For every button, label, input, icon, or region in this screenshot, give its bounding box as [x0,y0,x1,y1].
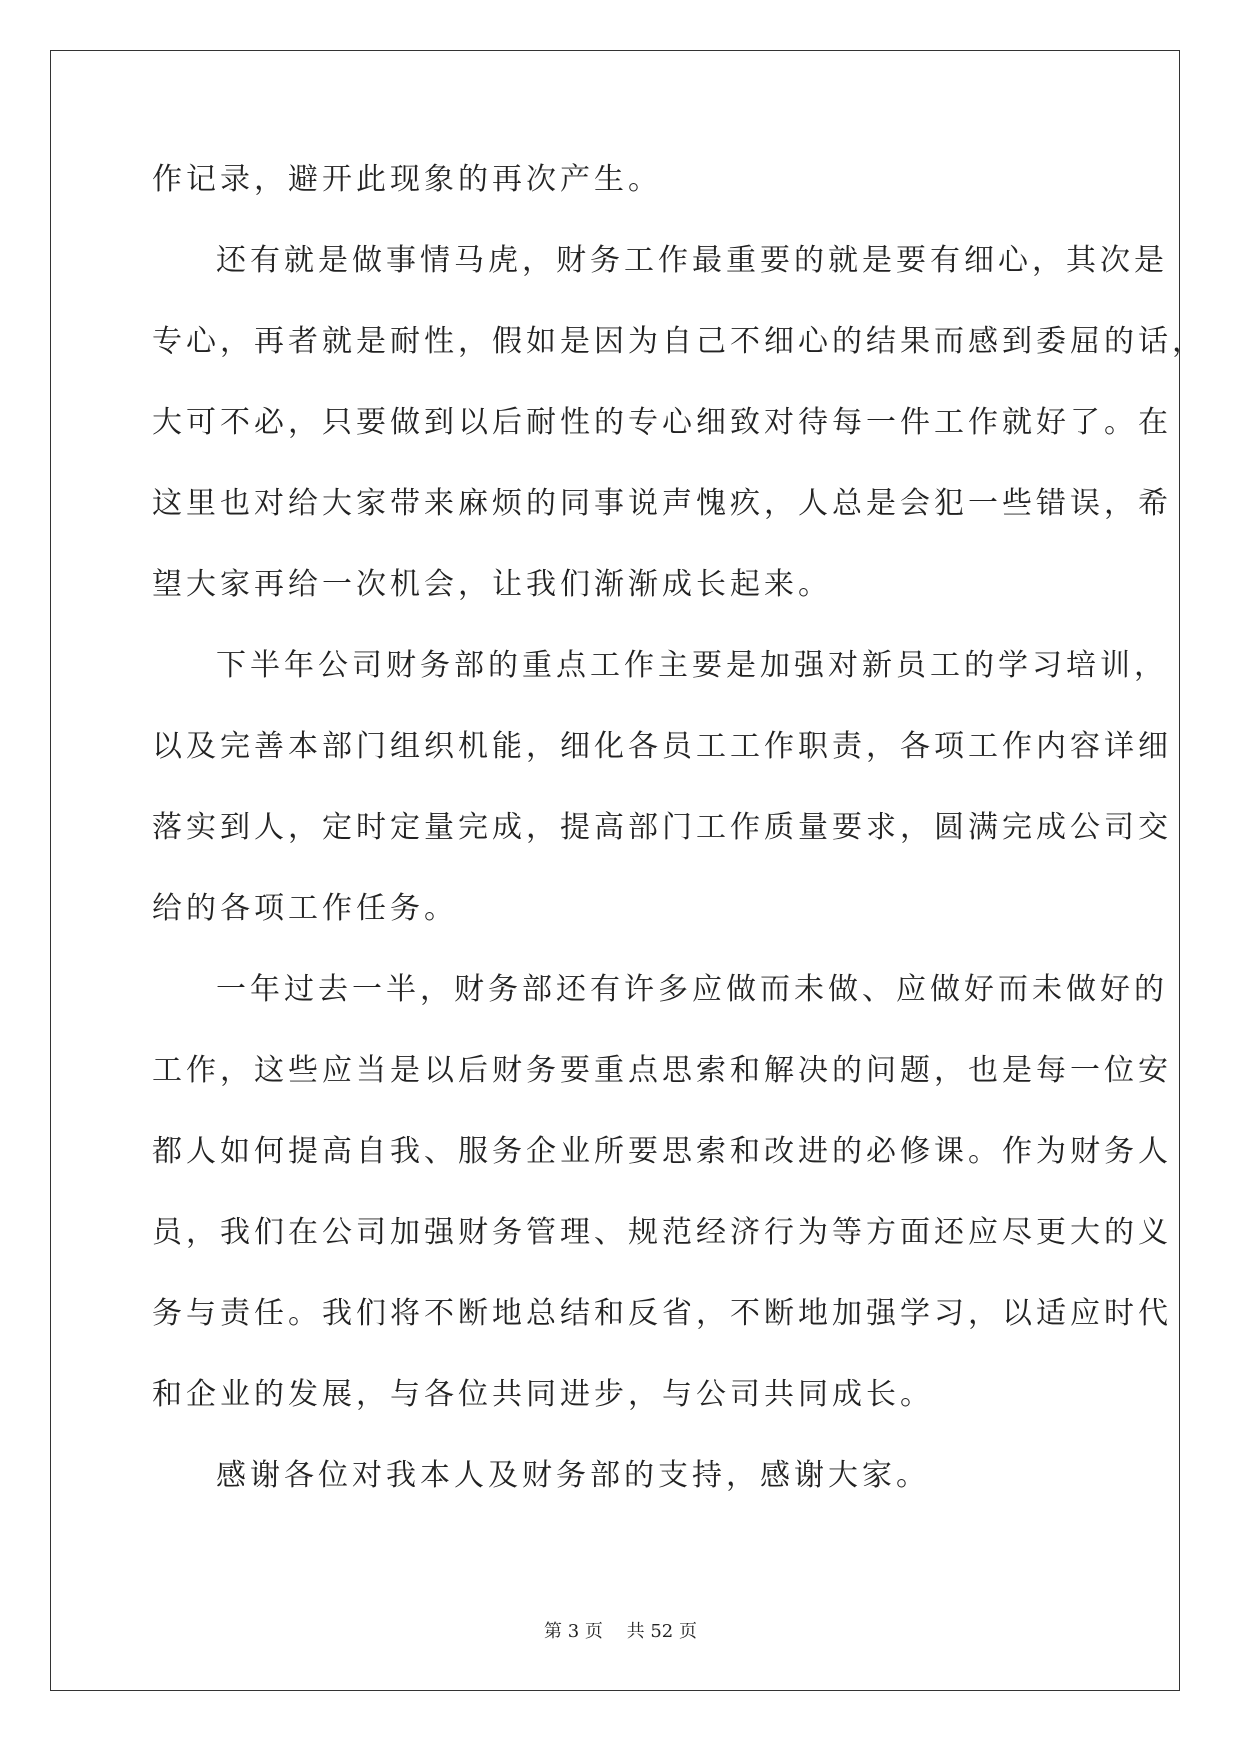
text-line: 大可不必，只要做到以后耐性的专心细致对待每一件工作就好了。在 [152,405,1172,440]
text-line: 感谢各位对我本人及财务部的支持，感谢大家。 [216,1458,930,1493]
page-number-footer: 第 3 页 共 52 页 [544,1621,697,1642]
text-line: 和企业的发展，与各位共同进步，与公司共同成长。 [152,1377,934,1412]
paragraph-4 [152,970,1172,1456]
paragraph-1 [152,160,1092,241]
text-line: 以及完善本部门组织机能，细化各员工工作职责，各项工作内容详细 [152,729,1172,764]
paragraph-5 [152,1456,1092,1537]
text-line: 一年过去一半，财务部还有许多应做而未做、应做好而未做好的 [216,972,1168,1007]
text-line: 望大家再给一次机会，让我们渐渐成长起来。 [152,567,832,602]
text-line: 还有就是做事情马虎，财务工作最重要的就是要有细心，其次是 [216,243,1168,278]
paragraph-3 [152,646,1172,970]
text-line: 作记录，避开此现象的再次产生。 [152,162,662,197]
text-line: 务与责任。我们将不断地总结和反省，不断地加强学习，以适应时代 [152,1296,1172,1331]
text-line: 落实到人，定时定量完成，提高部门工作质量要求，圆满完成公司交 [152,810,1172,845]
text-line: 专心，再者就是耐性，假如是因为自己不细心的结果而感到委屈的话， [152,324,1206,359]
paragraph-2 [152,241,1206,646]
text-line: 都人如何提高自我、服务企业所要思索和改进的必修课。作为财务人 [152,1134,1172,1169]
text-line: 工作，这些应当是以后财务要重点思索和解决的问题，也是每一位安 [152,1053,1172,1088]
text-line: 下半年公司财务部的重点工作主要是加强对新员工的学习培训， [216,648,1168,683]
text-line: 给的各项工作任务。 [152,891,458,926]
text-line: 这里也对给大家带来麻烦的同事说声愧疚，人总是会犯一些错误，希 [152,486,1172,521]
document-body [152,160,1206,1537]
text-line: 员，我们在公司加强财务管理、规范经济行为等方面还应尽更大的义 [152,1215,1172,1250]
